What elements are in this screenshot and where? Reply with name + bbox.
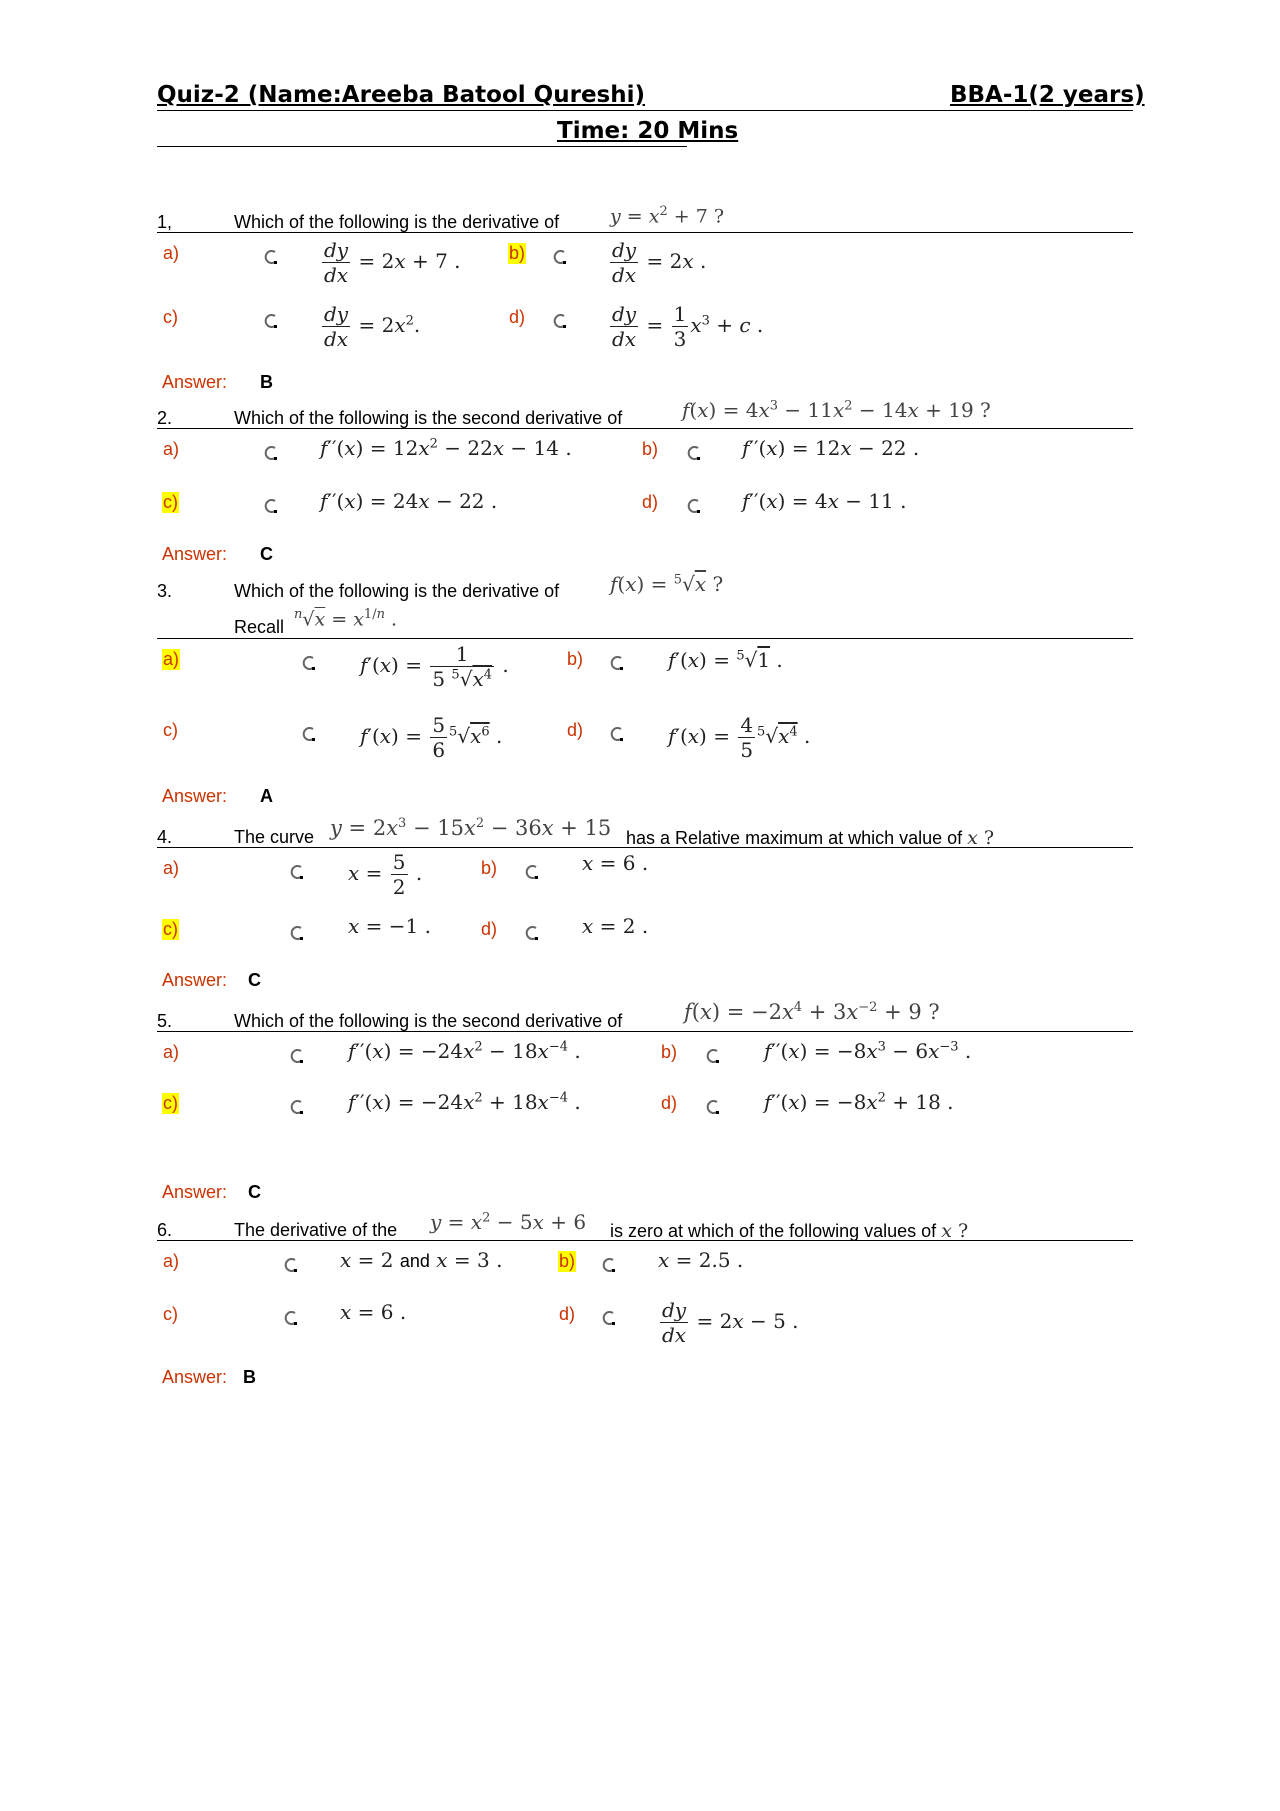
header-rule-2 bbox=[157, 146, 687, 147]
question-2-option-a-math: $f''(x) = 12x^2 - 22x - 14$ . bbox=[320, 436, 572, 460]
question-5-math: $f(x) = -2x^4 + 3x^{-2} + 9$ ? bbox=[684, 1000, 940, 1024]
question-6-option-d-label: d) bbox=[559, 1304, 576, 1324]
question-4-text-after: has a Relative maximum at which value of x ? bbox=[626, 827, 995, 849]
question-5-option-d-math: $f''(x) = -8x^2 + 18$ . bbox=[764, 1090, 954, 1114]
question-6-number: 6. bbox=[157, 1220, 173, 1240]
question-4-option-c-radio[interactable] bbox=[289, 924, 305, 942]
question-6-option-d-radio[interactable] bbox=[601, 1309, 617, 1327]
question-4-option-c-math: x = −1 . bbox=[348, 914, 431, 938]
question-5-number: 5. bbox=[157, 1011, 173, 1031]
question-5-option-c-math: $f''(x) = -24x^2 + 18x^{-4}$ . bbox=[348, 1090, 581, 1114]
question-5-option-b-label: b) bbox=[661, 1042, 678, 1062]
question-2-answer-label: Answer: bbox=[162, 544, 228, 564]
question-4-option-b-radio[interactable] bbox=[524, 863, 540, 881]
question-3-option-c-math: f′(x) = $\frac{5}{6}$ $^5√x^6$ . bbox=[360, 713, 503, 762]
question-3-option-c-radio[interactable] bbox=[301, 725, 317, 743]
question-6-option-c-radio[interactable] bbox=[283, 1309, 299, 1327]
question-6-option-b-math: x = 2.5 . bbox=[658, 1248, 744, 1272]
question-2-option-d-math: f′′(x) = 4x − 11 . bbox=[742, 489, 907, 513]
question-1-option-a-label: a) bbox=[163, 243, 180, 263]
question-6-answer-label: Answer: bbox=[162, 1367, 228, 1387]
question-3-option-d-label: d) bbox=[567, 720, 584, 740]
question-3-recall-math: $^n√x = x^{1/n}$ . bbox=[294, 607, 398, 631]
question-6-option-c-label: c) bbox=[163, 1304, 178, 1324]
question-2-math: $f(x) = 4x^3 - 11x^2 - 14x + 19$ ? bbox=[682, 398, 991, 422]
question-1-option-c-label: c) bbox=[163, 307, 178, 327]
question-1-rule bbox=[157, 232, 1133, 233]
question-6-math: $y = x^2 - 5x + 6$ bbox=[430, 1210, 587, 1234]
question-5-option-c-label: c) bbox=[163, 1093, 178, 1113]
question-2-option-b-radio[interactable] bbox=[686, 444, 702, 462]
quiz-title: Quiz-2 (Name:Areeba Batool Qureshi) bbox=[157, 82, 645, 108]
question-3-option-b-math: f′(x) = $^5$√1 . bbox=[668, 648, 783, 672]
question-1-option-a-radio[interactable] bbox=[263, 248, 279, 266]
question-4-answer-value: C bbox=[248, 970, 261, 990]
question-1-answer-label: Answer: bbox=[162, 372, 228, 392]
question-6-rule bbox=[157, 1240, 1133, 1241]
question-6-option-d-math: $\frac{dy}{dx}$ = 2x − 5 . bbox=[662, 1298, 799, 1347]
question-5-option-a-radio[interactable] bbox=[289, 1047, 305, 1065]
question-1-option-d-radio[interactable] bbox=[552, 312, 568, 330]
question-4-option-d-math: x = 2 . bbox=[582, 914, 649, 938]
question-1-option-b-math: $\frac{dy}{dx}$ = 2x . bbox=[612, 238, 707, 287]
question-4-text-before: The curve bbox=[234, 827, 315, 847]
question-4-option-c-label: c) bbox=[163, 919, 178, 939]
question-3-math: f(x) = $^5$√x ? bbox=[610, 572, 724, 596]
question-5-answer-value: C bbox=[248, 1182, 261, 1202]
question-1-option-a-math: $\frac{dy}{dx}$ = 2x + 7 . bbox=[324, 238, 461, 287]
question-6-option-a-label: a) bbox=[163, 1251, 180, 1271]
question-6-option-a-math: x = 2 and x = 3 . bbox=[340, 1248, 503, 1272]
course-label: BBA-1(2 years) bbox=[950, 82, 1145, 108]
question-3-option-b-radio[interactable] bbox=[609, 654, 625, 672]
question-5-option-d-radio[interactable] bbox=[705, 1098, 721, 1116]
question-3-option-a-radio[interactable] bbox=[301, 654, 317, 672]
question-5-option-a-math: $f''(x) = -24x^2 - 18x^{-4}$ . bbox=[348, 1039, 581, 1063]
question-6-option-c-math: x = 6 . bbox=[340, 1300, 407, 1324]
question-3-recall: Recall bbox=[234, 617, 285, 637]
question-5-option-b-radio[interactable] bbox=[705, 1047, 721, 1065]
question-4-option-a-math: x = $\frac{5}{2}$ . bbox=[348, 850, 423, 899]
question-5-option-b-math: $f''(x) = -8x^3 - 6x^{-3}$ . bbox=[764, 1039, 972, 1063]
question-6-option-a-radio[interactable] bbox=[283, 1256, 299, 1274]
question-2-option-d-radio[interactable] bbox=[686, 497, 702, 515]
question-4-rule bbox=[157, 847, 1133, 848]
question-4-math: $y = 2x^3 - 15x^2 - 36x + 15$ bbox=[330, 816, 612, 840]
question-1-answer-value: B bbox=[260, 372, 273, 392]
question-3-option-a-label: a) bbox=[163, 649, 180, 669]
question-5-text: Which of the following is the second derivative of bbox=[234, 1011, 623, 1031]
question-2-number: 2. bbox=[157, 408, 173, 428]
question-1-option-b-label: b) bbox=[509, 243, 526, 263]
question-1-text: Which of the following is the derivative of bbox=[234, 212, 560, 232]
question-3-option-b-label: b) bbox=[567, 649, 584, 669]
question-6-option-a-and: and bbox=[399, 1251, 430, 1271]
question-3-answer-label: Answer: bbox=[162, 786, 228, 806]
question-3-option-d-math: f′(x) = $\frac{4}{5}$ $^5√x^4$ . bbox=[668, 713, 811, 762]
question-3-option-a-math: f′(x) = $\frac{1}{5 ^5√x^4}$ . bbox=[360, 642, 509, 691]
question-2-option-d-label: d) bbox=[642, 492, 659, 512]
question-6-answer-value: B bbox=[243, 1367, 256, 1387]
question-3-number: 3. bbox=[157, 581, 173, 601]
question-1-option-c-radio[interactable] bbox=[263, 312, 279, 330]
question-4-number: 4. bbox=[157, 827, 173, 847]
question-1-math: $y = x^2 + 7$ ? bbox=[610, 204, 725, 228]
question-1-option-d-label: d) bbox=[509, 307, 526, 327]
question-6-text-after: is zero at which of the following values of x ? bbox=[610, 1220, 969, 1242]
question-1-option-d-math: $\frac{dy}{dx}$ = $\frac{1}{3}$ $x^3 + c$ . bbox=[612, 302, 764, 351]
question-2-option-a-radio[interactable] bbox=[263, 444, 279, 462]
question-1-option-c-math: $\frac{dy}{dx}$ = $2x^2$. bbox=[324, 302, 421, 351]
question-3-option-d-radio[interactable] bbox=[609, 725, 625, 743]
question-6-option-b-label: b) bbox=[559, 1251, 576, 1271]
question-3-answer-value: A bbox=[260, 786, 273, 806]
question-5-answer-label: Answer: bbox=[162, 1182, 228, 1202]
question-4-option-a-label: a) bbox=[163, 858, 180, 878]
question-5-option-c-radio[interactable] bbox=[289, 1098, 305, 1116]
question-3-rule bbox=[157, 638, 1133, 639]
question-4-text-after-label: has a Relative maximum at which value of bbox=[626, 828, 963, 848]
question-2-option-c-radio[interactable] bbox=[263, 497, 279, 515]
question-3-option-c-label: c) bbox=[163, 720, 178, 740]
time-label: Time: 20 Mins bbox=[557, 118, 739, 144]
question-2-option-b-label: b) bbox=[642, 439, 659, 459]
question-4-option-a-radio[interactable] bbox=[289, 863, 305, 881]
question-2-rule bbox=[157, 428, 1133, 429]
question-6-text-before: The derivative of the bbox=[234, 1220, 398, 1240]
question-2-text: Which of the following is the second derivative of bbox=[234, 408, 623, 428]
question-2-option-c-math: f′′(x) = 24x − 22 . bbox=[320, 489, 498, 513]
question-1-option-b-radio[interactable] bbox=[552, 248, 568, 266]
question-2-option-a-label: a) bbox=[163, 439, 180, 459]
question-5-option-d-label: d) bbox=[661, 1093, 678, 1113]
question-4-option-b-label: b) bbox=[481, 858, 498, 878]
question-4-option-b-math: x = 6 . bbox=[582, 851, 649, 875]
question-4-answer-label: Answer: bbox=[162, 970, 228, 990]
question-2-answer-value: C bbox=[260, 544, 273, 564]
question-2-option-c-label: c) bbox=[163, 492, 178, 512]
question-6-option-b-radio[interactable] bbox=[601, 1256, 617, 1274]
question-2-option-b-math: f′′(x) = 12x − 22 . bbox=[742, 436, 920, 460]
question-1-number: 1, bbox=[157, 212, 173, 232]
question-5-option-a-label: a) bbox=[163, 1042, 180, 1062]
header-rule bbox=[157, 110, 1133, 111]
question-4-option-d-label: d) bbox=[481, 919, 498, 939]
question-6-text-after-label: is zero at which of the following values of bbox=[610, 1221, 937, 1241]
question-3-text: Which of the following is the derivative of bbox=[234, 581, 560, 601]
question-5-rule bbox=[157, 1031, 1133, 1032]
question-4-option-d-radio[interactable] bbox=[524, 924, 540, 942]
